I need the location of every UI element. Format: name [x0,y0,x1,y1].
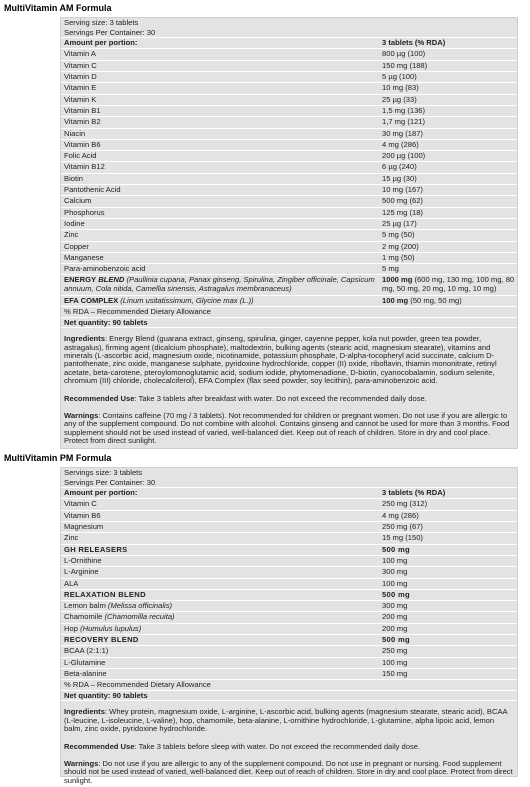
nutrient-amount: 10 mg (83) [382,83,419,93]
nutrient-name: Phosphorus [64,207,105,217]
nutrient-amount: 1,7 mg (121) [382,117,426,127]
nutrient-amount: 1,5 mg (136) [382,105,426,115]
blend-header-row [61,635,517,646]
pm-recommended-use: Recommended Use: Take 3 tablets before sleep with water. Do not exceed the recommended daily dose. [64,741,421,751]
nutrient-name: L-Glutamine [64,657,106,667]
am-serving-size: Serving size: 3 tablets [64,18,139,27]
nutrient-row [61,230,517,241]
nutrient-amount: 500 mg [382,635,410,645]
nutrient-amount: 4 mg (286) [382,139,419,149]
energy-blend-value: 1000 mg (600 mg, 130 mg, 100 mg, 80 mg, 50 mg, 20 mg, 10 mg, 10 mg) [382,275,515,294]
efa-complex-value: 100 mg (50 mg, 50 mg) [382,295,462,305]
blend-header-row [61,545,517,556]
pm-warnings: Warnings: Do not use if you are allergic to any of the supplement compound. Do not use in pregnant or nursing. Food supplement should not be used instead of varied, well-balanced diet. Keep out of reach of children. Store in dry and cool place. Protect from direct sunlight. [64,759,513,785]
nutrient-name: Vitamin B12 [64,162,105,172]
nutrient-name: RECOVERY BLEND [64,635,139,645]
nutrient-amount: 500 mg (62) [382,196,423,206]
nutrient-row [61,151,517,162]
latin-name: (Humulus lupulus) [80,623,142,633]
nutrient-row [61,174,517,185]
nutrient-name: Vitamin B1 [64,105,101,115]
am-servings-per-container: Servings Per Container: 30 [61,28,517,39]
nutrient-amount: 30 mg (187) [382,128,423,138]
nutrient-row [61,83,517,94]
nutrient-name: Vitamin E [64,83,97,93]
nutrient-amount: 5 mg (50) [382,230,415,240]
nutrient-name: L-Ornithine [64,555,102,565]
pm-servings-per-container: Servings Per Container: 30 [61,478,517,489]
nutrient-amount: 150 mg [382,668,408,678]
am-nutrient-rows [61,49,517,275]
nutrient-row [61,196,517,207]
nutrient-row [61,49,517,60]
nutrient-name: Copper [64,241,89,251]
nutrient-row [61,264,517,275]
nutrient-name: Folic Acid [64,151,97,161]
nutrient-name: Iodine [64,218,85,228]
nutrient-name: Magnesium [64,522,104,532]
nutrient-name: Vitamin D [64,72,97,82]
nutrient-amount: 15 mg (150) [382,533,423,543]
nutrient-row [61,185,517,196]
nutrient-amount: 100 mg [382,657,408,667]
pm-nutrient-rows [61,499,517,680]
nutrient-amount: 4 mg (286) [382,510,419,520]
nutrient-row [61,253,517,264]
nutrient-row [61,533,517,544]
efa-complex-name: EFA COMPLEX (Linum usitatissimum, Glycine max (L.)) [64,295,254,305]
nutrient-row [61,219,517,230]
header-dose-label: 3 tablets (% RDA) [382,488,446,498]
nutrient-amount: 300 mg [382,567,408,577]
nutrient-row [61,511,517,522]
nutrient-name: Niacin [64,128,86,138]
nutrient-row [61,129,517,140]
pm-rda-note: % RDA – Recommended Dietary Allowance [61,680,517,691]
pm-table-header [61,488,517,499]
nutrient-amount: 6 µg (240) [382,162,417,172]
nutrient-name: Hop (Humulus lupulus) [64,623,142,633]
nutrient-row [61,242,517,253]
nutrient-amount: 100 mg [382,555,408,565]
nutrient-row [61,658,517,669]
nutrient-row [61,61,517,72]
pm-supplement-facts [60,467,518,785]
header-dose-label: 3 tablets (% RDA) [382,38,446,48]
nutrient-row [61,624,517,635]
nutrient-amount: 500 mg [382,544,410,554]
nutrient-name: Vitamin B6 [64,139,101,149]
nutrient-amount: 250 mg [382,646,408,656]
nutrient-name: Manganese [64,252,104,262]
nutrient-row [61,522,517,533]
am-table-header [61,38,517,49]
nutrient-amount: 200 mg [382,623,408,633]
nutrient-name: Vitamin C [64,499,97,509]
nutrient-amount: 100 mg [382,578,408,588]
nutrient-row [61,117,517,128]
nutrient-name: Lemon balm (Melissa officinalis) [64,601,173,611]
nutrient-name: GH RELEASERS [64,544,128,554]
pm-serving-size: Servings size: 3 tablets [64,468,143,477]
nutrient-amount: 250 mg (67) [382,522,423,532]
nutrient-row [61,106,517,117]
nutrient-name: Chamomile (Chamomilla recuita) [64,612,175,622]
nutrient-amount: 200 mg [382,612,408,622]
nutrient-row [61,95,517,106]
nutrient-row [61,140,517,151]
nutrient-amount: 2 mg (200) [382,241,419,251]
nutrient-row [61,556,517,567]
latin-name: (Chamomilla recuita) [104,612,175,622]
latin-name: (Melissa officinalis) [107,601,173,611]
blend-header-row [61,590,517,601]
nutrient-amount: 125 mg (18) [382,207,423,217]
nutrient-amount: 500 mg [382,589,410,599]
nutrient-row [61,208,517,219]
am-rda-note: % RDA – Recommended Dietary Allowance [61,307,517,318]
header-amount-label: Amount per portion: [64,488,138,498]
am-net-quantity: Net quantity: 90 tablets [61,318,517,329]
nutrient-name: Pantothenic Acid [64,185,121,195]
nutrient-row [61,669,517,680]
nutrient-row [61,601,517,612]
energy-blend-name: ENERGY BLEND (Paullinia cupana, Panax ginseng, Spirulina, Zingiber officinale, Capsicum annuum, Cola nitida, Camellia sinensis, Astragalus membranaceus) [64,275,375,294]
nutrient-amount: 200 µg (100) [382,151,426,161]
am-recommended-use: Recommended Use: Take 3 tablets after breakfast with water. Do not exceed the recommended daily dose. [64,393,427,403]
nutrient-row [61,162,517,173]
pm-ingredients: Ingredients: Whey protein, magnesium oxide, L-arginine, L-ascorbic acid, bulking agents (magnesium stearate, stearic acid), BCAA (L-leucine, L-isoleucine, L-valine), hop, chamomile, beta-alanine, L-ornithine hydrochloride, L-glutamine, alpha lipoic acid, lemon balm, zinc oxide, pyridoxine hydrochloride. [64,707,508,734]
nutrient-amount: 800 µg (100) [382,49,426,59]
nutrient-amount: 300 mg [382,601,408,611]
pm-formula-title: MultiVitamin PM Formula [4,453,112,463]
nutrient-amount: 250 mg (312) [382,499,428,509]
am-ingredients: Ingredients: Energy Blend (guarana extract, ginseng, spirulina, ginger, cayenne pepper, kola nut powder, green tea powder, astragalus), firming agent (dicalcium phosphate), maltodextrin, bulking agents (stearic acid, magnesium stearate), vitamins and minerals (L-ascorbic acid, magnesium oxide, nicotinamide, potassium phosphate, D-alpha-tocopheryl acid succinate, calcium D-pantothenate, zinc oxide, manganese sulphate, pyridoxine hydrochloride, copper (II) oxide, riboflavin, thiamin mononitrate, retinyl acetate, beta-carotene, pteroylomonoglutamic acid, sodium iodide, phytomenadione, D-biotin, cyanocobalamin, sodium selenite, chromium (III) chloride, cholecalciferol), EFA Complex (flax seed powder, soy lecithin), para-aminobenzoic acid. [64,334,497,386]
nutrient-row [61,612,517,623]
nutrient-name: Vitamin A [64,49,96,59]
nutrient-name: L-Arginine [64,567,99,577]
nutrient-row [61,646,517,657]
pm-net-quantity: Net quantity: 90 tablets [61,691,517,702]
nutrient-name: Zinc [64,533,79,543]
nutrient-row [61,499,517,510]
nutrient-name: Beta-alanine [64,668,107,678]
nutrient-name: Vitamin B6 [64,510,101,520]
nutrient-name: Vitamin B2 [64,117,101,127]
nutrient-name: Calcium [64,196,92,206]
am-formula-title: MultiVitamin AM Formula [4,3,112,13]
nutrient-name: Biotin [64,173,83,183]
nutrient-amount: 5 mg [382,264,399,274]
nutrient-name: Para-aminobenzoic acid [64,264,146,274]
nutrient-name: Vitamin K [64,94,97,104]
am-energy-blend-row [61,275,517,295]
nutrient-row [61,567,517,578]
nutrient-amount: 150 mg (188) [382,60,428,70]
nutrient-name: Vitamin C [64,60,97,70]
nutrient-name: Zinc [64,230,79,240]
nutrient-amount: 25 µg (17) [382,218,417,228]
nutrient-amount: 10 mg (167) [382,185,423,195]
am-supplement-facts [60,17,518,449]
nutrient-name: BCAA (2:1:1) [64,646,109,656]
nutrient-amount: 25 µg (33) [382,94,417,104]
am-warnings: Warnings: Contains caffeine (70 mg / 3 tablets). Not recommended for children or pregnant women. Do not use if you are allergic to any of the supplement compound. Do not combine with alcohol. Contains ginseng and cannot be used for more than 3 months. Food supplement should not be used instead of varied, well-balanced diet. Keep out of reach of children. Store in dry and cool place. Protect from direct sunlight. [64,410,510,446]
nutrient-amount: 15 µg (30) [382,173,417,183]
nutrient-name: ALA [64,578,79,588]
header-amount-label: Amount per portion: [64,38,138,48]
am-efa-complex-row [61,296,517,307]
nutrient-amount: 5 µg (100) [382,72,417,82]
nutrient-row [61,72,517,83]
nutrient-row [61,579,517,590]
nutrient-amount: 1 mg (50) [382,252,415,262]
nutrient-name: RELAXATION BLEND [64,589,146,599]
